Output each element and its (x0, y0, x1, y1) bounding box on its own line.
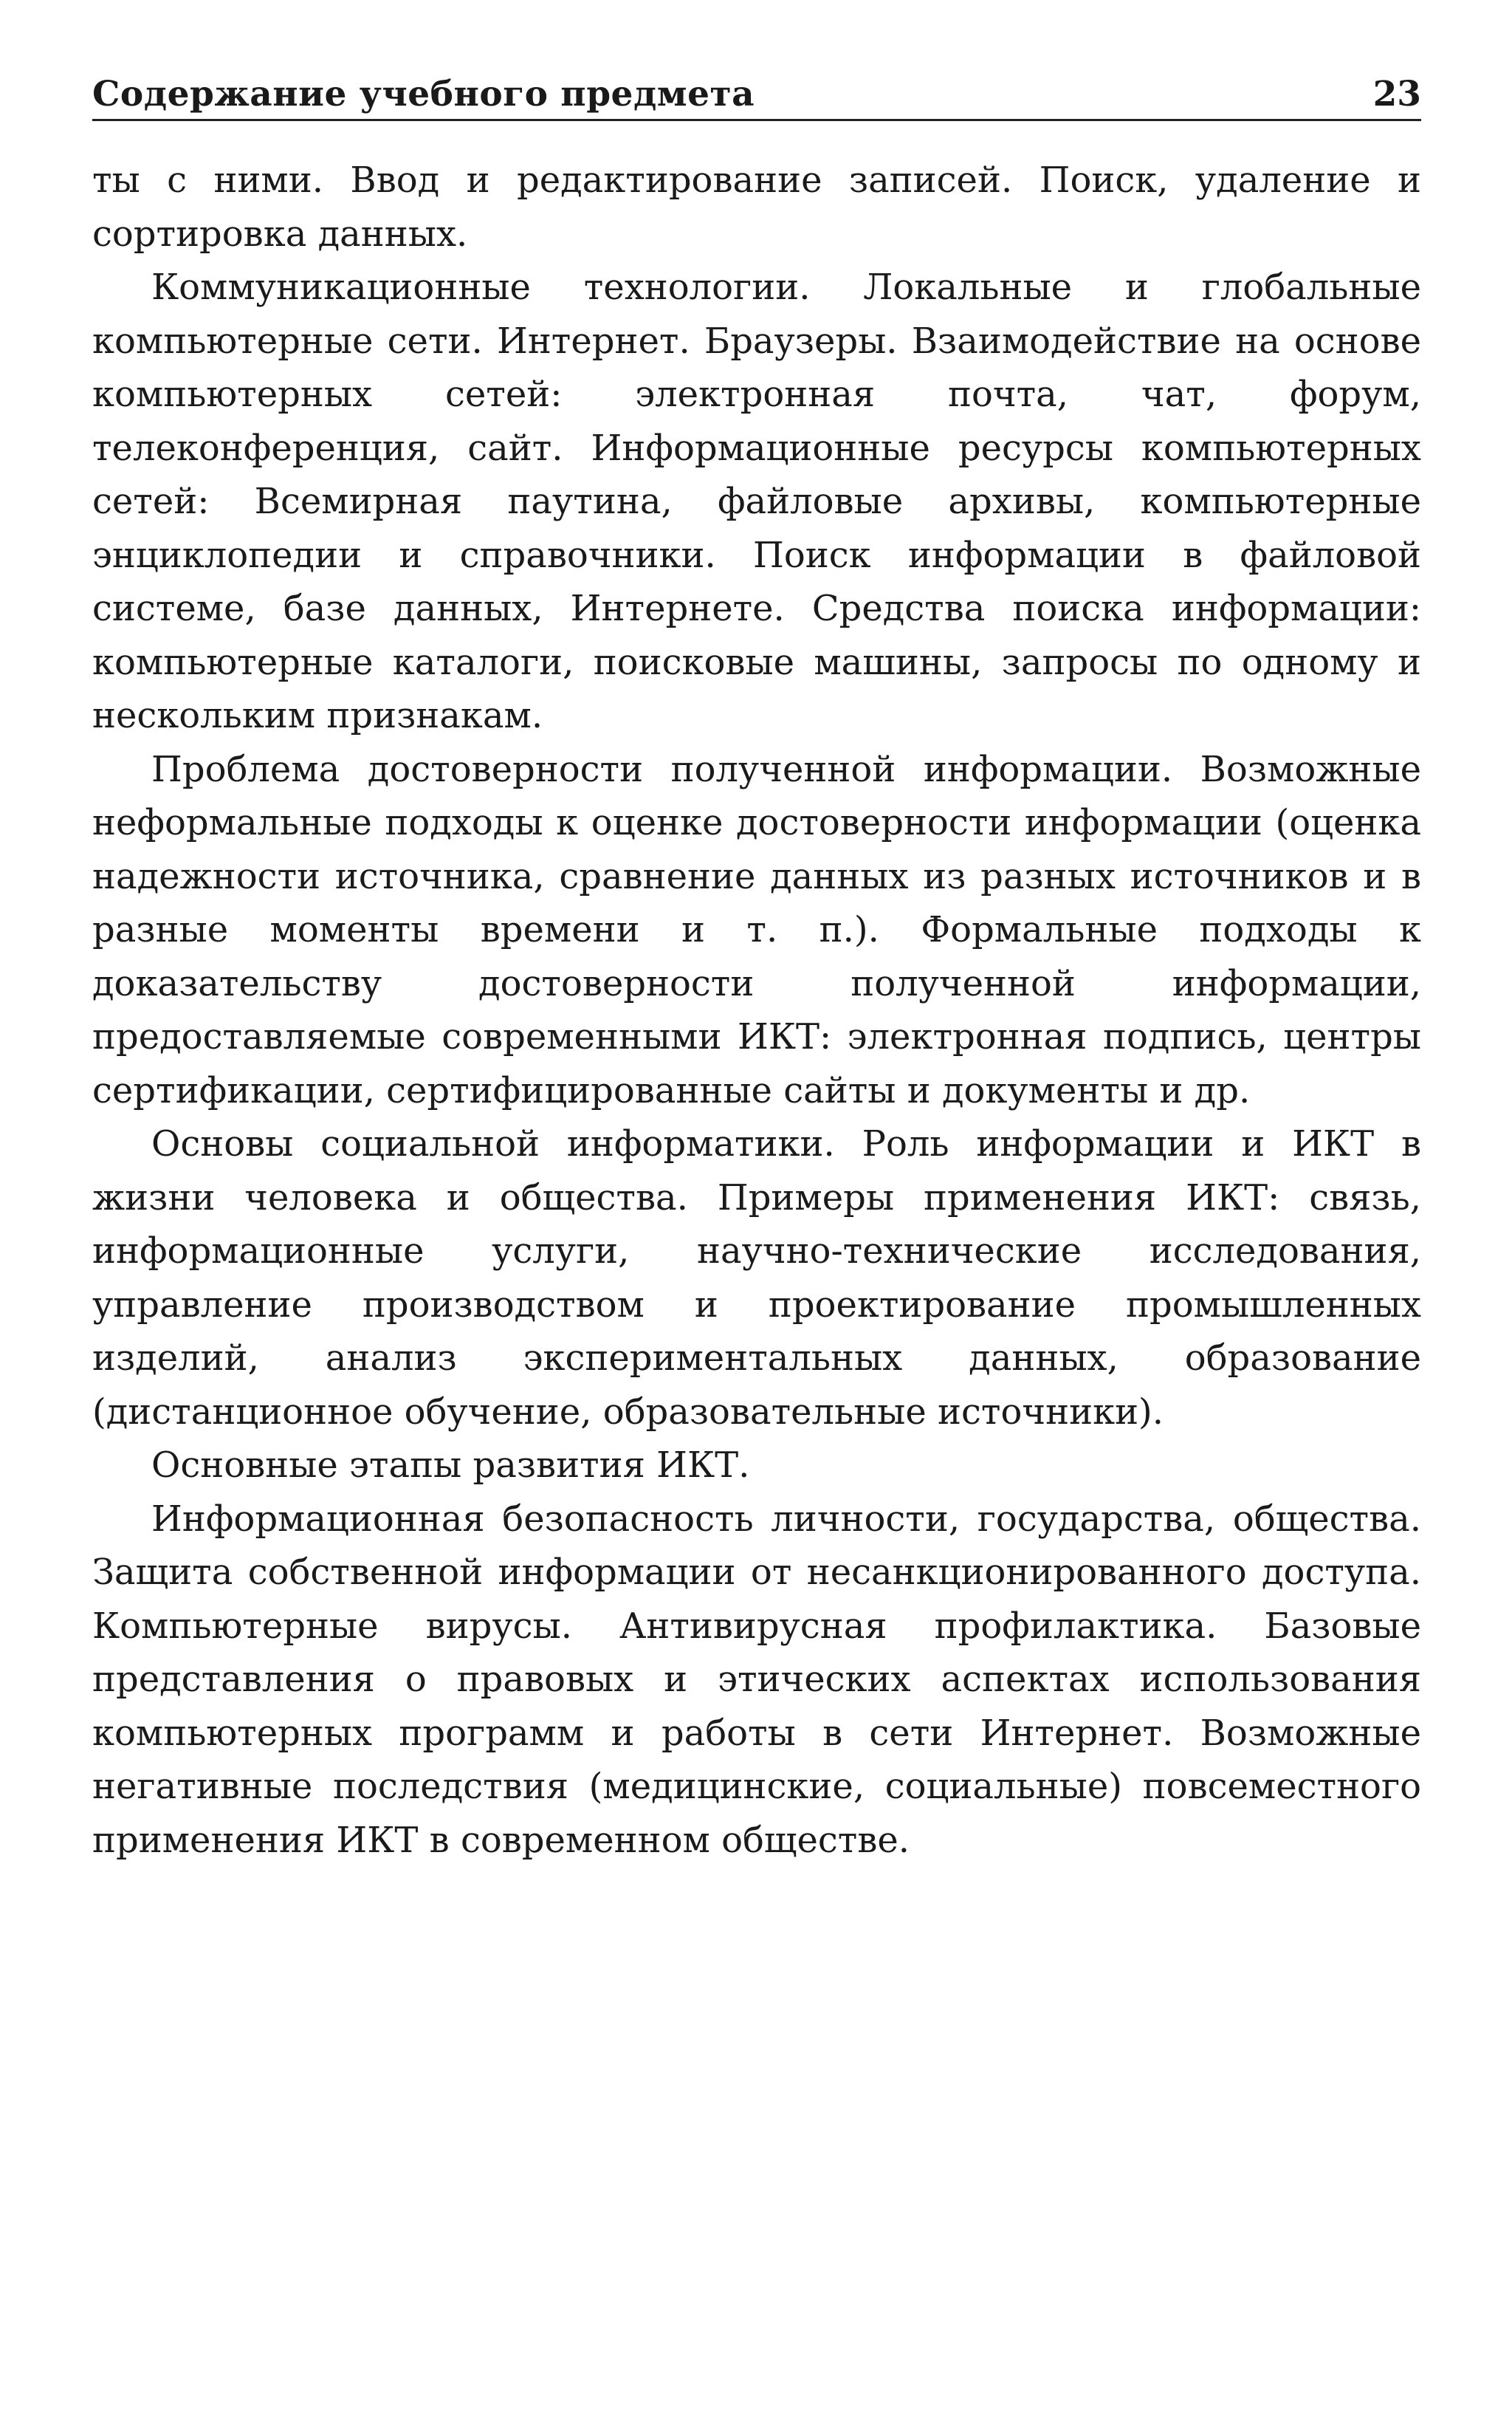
page-number: 23 (1372, 74, 1421, 114)
paragraph-social-informatics: Основы социальной информатики. Роль информации и ИКТ в жизни человека и общества. Примеры применения ИКТ: связь, информационные услуги, научно-технические исследования, управление производством и проектирование промышленных изделий, анализ экспериментальных данных, образование (дистанционное обучение, образовательные источники). (92, 1123, 1421, 1433)
paragraph-continuation: ты с ними. Ввод и редактирование записей. Поиск, удаление и сортировка данных. (92, 160, 1421, 255)
running-header (92, 74, 1421, 121)
book-page (92, 74, 1421, 1867)
paragraph-communication-technologies: Коммуникационные технологии. Локальные и глобальные компьютерные сети. Интернет. Браузеры. Взаимодействие на основе компьютерных сетей: электронная почта, чат, форум, телеконференция, сайт. Информационные ресурсы компьютерных сетей: Всемирная паутина, файловые архивы, компьютерные энциклопедии и справочники. Поиск информации в файловой системе, базе данных, Интернете. Средства поиска информации: компьютерные каталоги, поисковые машины, запросы по одному и нескольким признакам. (92, 267, 1421, 736)
paragraph-ict-stages: Основные этапы развития ИКТ. (151, 1444, 750, 1486)
paragraph-information-reliability: Проблема достоверности полученной информации. Возможные неформальные подходы к оценке достоверности информации (оценка надежности источника, сравнение данных из разных источников и в разные моменты времени и т. п.). Формальные подходы к доказательству достоверности полученной информации, предоставляемые современными ИКТ: электронная подпись, центры сертификации, сертифицированные сайты и документы и др. (92, 748, 1421, 1111)
paragraph-information-security: Информационная безопасность личности, государства, общества. Защита собственной информации от несанкционированного доступа. Компьютерные вирусы. Антивирусная профилактика. Базовые представления о правовых и этических аспектах использования компьютерных программ и работы в сети Интернет. Возможные негативные последствия (медицинские, социальные) повсеместного применения ИКТ в современном обществе. (92, 1498, 1421, 1861)
running-title: Содержание учебного предмета (92, 74, 755, 114)
body-text (92, 154, 1421, 1867)
